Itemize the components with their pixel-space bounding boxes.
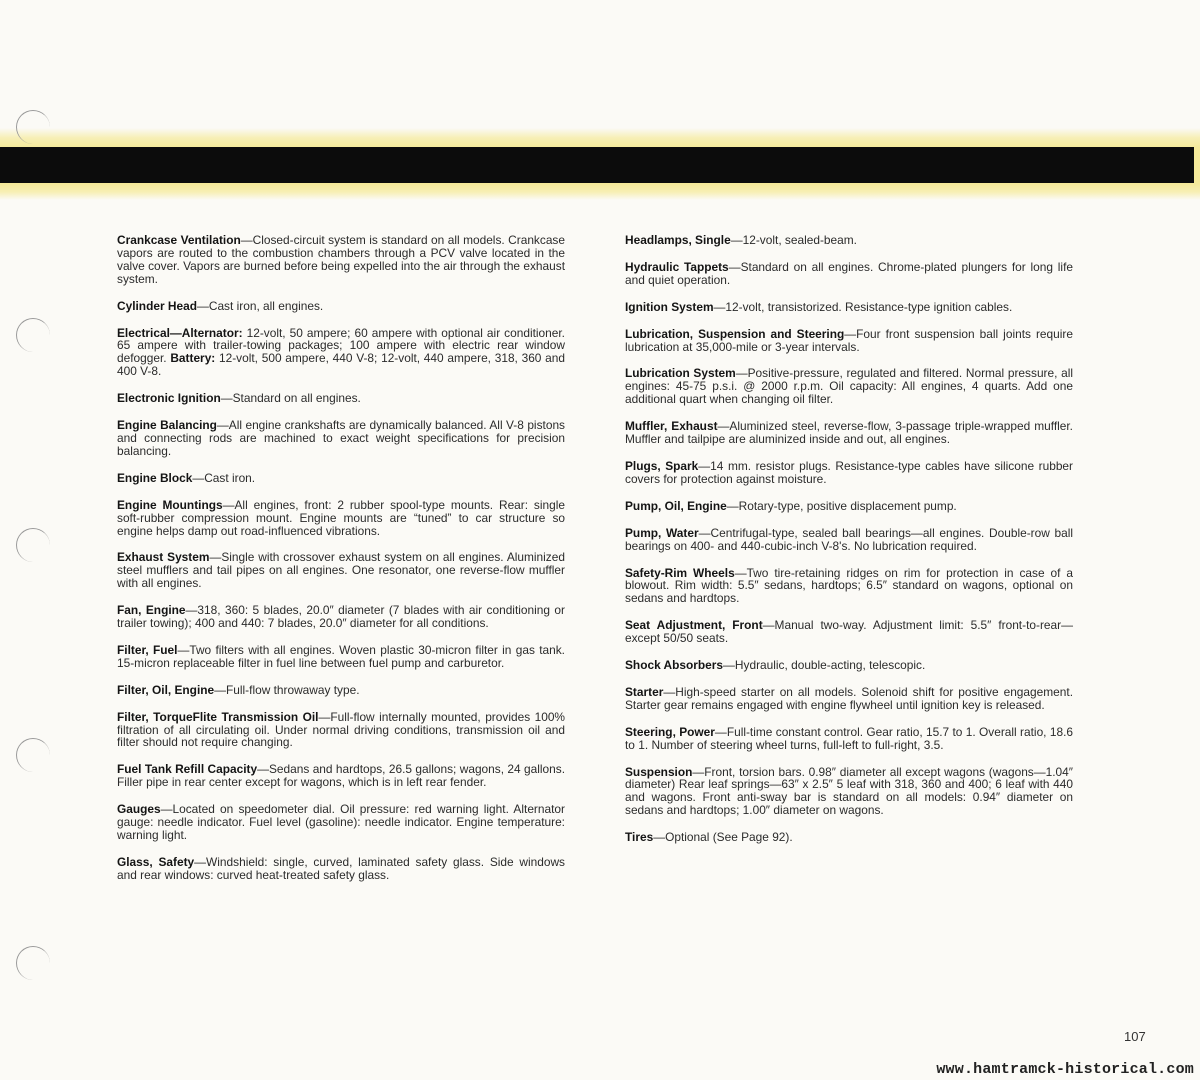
spec-entry bbox=[625, 420, 1073, 446]
spec-term: Steering, Power bbox=[625, 724, 715, 739]
spec-entry bbox=[117, 763, 565, 789]
spec-term: Electrical—Alternator: bbox=[117, 325, 243, 340]
binder-hole-mark bbox=[16, 738, 50, 772]
spec-term: Filter, TorqueFlite Transmission Oil bbox=[117, 709, 319, 724]
spec-term: Glass, Safety bbox=[117, 854, 195, 869]
spec-description: —Aluminized steel, reverse-flow, 3-passage triple-wrapped muffler. Muffler and tailpipe are aluminized inside and out, all engines. bbox=[625, 419, 1073, 447]
spec-entry bbox=[117, 856, 565, 882]
spec-description: —Windshield: single, curved, laminated safety glass. Side windows and rear windows: curved heat-treated safety glass. bbox=[117, 854, 565, 882]
left-spec-column bbox=[117, 234, 565, 896]
spec-description: —Standard on all engines. bbox=[220, 391, 361, 406]
spec-term: Hydraulic Tappets bbox=[625, 259, 729, 274]
spec-term: Safety-Rim Wheels bbox=[625, 565, 735, 580]
spec-description: —Full-flow throwaway type. bbox=[214, 682, 360, 697]
spec-description: —Located on speedometer dial. Oil pressure: red warning light. Alternator gauge: needle indicator. Fuel level (gasoline): needle indicator. Engine temperature: warning light. bbox=[117, 802, 565, 842]
spec-description: —14 mm. resistor plugs. Resistance-type cables have silicone rubber covers for protection against moisture. bbox=[625, 458, 1074, 486]
spec-term: Fan, Engine bbox=[117, 603, 186, 618]
spec-entry bbox=[625, 619, 1073, 645]
spec-description: —Full-time constant control. Gear ratio, 15.7 to 1. Overall ratio, 18.6 to 1. Number of steering wheel turns, full-left to full-right, 3.5. bbox=[625, 724, 1073, 752]
spec-term: Filter, Fuel bbox=[117, 642, 178, 657]
spec-entry bbox=[625, 367, 1073, 406]
spec-entry bbox=[625, 328, 1073, 354]
spec-entry bbox=[117, 644, 565, 670]
spec-entry bbox=[117, 499, 565, 538]
spec-entry bbox=[117, 711, 565, 750]
spec-term: Suspension bbox=[625, 764, 693, 779]
spec-term: Seat Adjustment, Front bbox=[625, 618, 763, 633]
spec-entry bbox=[625, 301, 1073, 314]
spec-entry bbox=[117, 300, 565, 313]
spec-entry bbox=[117, 419, 565, 458]
spec-description: —Two filters with all engines. Woven plastic 30-micron filter in gas tank. 15-micron replaceable filter in fuel line between fuel pump and carburetor. bbox=[117, 642, 565, 670]
spec-description: —Full-flow internally mounted, provides 100% filtration of all circulating oil. Under normal driving conditions, transmission oil and filter should not require changing. bbox=[117, 709, 566, 750]
spec-description: —All engine crankshafts are dynamically balanced. All V-8 pistons and connecting rods are machined to exact weight specifications for precision balancing. bbox=[117, 418, 565, 458]
spec-entry bbox=[117, 392, 565, 405]
spec-description: —Single with crossover exhaust system on all engines. Aluminized steel mufflers and tail pipes on all engines. One resonator, one reverse-flow muffler with all engines. bbox=[117, 550, 565, 591]
spec-description: —All engines, front: 2 rubber spool-type mounts. Rear: single soft-rubber compression mount. Engine mounts are “tuned” to car structure so engine helps damp out road-influenced vibrations. bbox=[117, 497, 565, 538]
spec-term: Cylinder Head bbox=[117, 298, 197, 313]
spec-term: Starter bbox=[625, 684, 664, 699]
spec-description: —Positive-pressure, regulated and filtered. Normal pressure, all engines: 45-75 p.s.i. @ 2000 r.p.m. Oil capacity: All engines, 4 quarts. Add one additional quart when changing oil filter. bbox=[625, 366, 1073, 407]
spec-term: Fuel Tank Refill Capacity bbox=[117, 762, 258, 777]
spec-description: —Standard on all engines. Chrome-plated plungers for long life and quiet operation. bbox=[625, 259, 1073, 287]
spec-entry bbox=[117, 327, 565, 379]
watermark: www.hamtramck-historical.com bbox=[936, 1061, 1194, 1078]
spec-term: Filter, Oil, Engine bbox=[117, 682, 215, 697]
spec-term: Exhaust System bbox=[117, 550, 210, 565]
spec-term: Crankcase Ventilation bbox=[117, 233, 241, 247]
binder-hole-mark bbox=[16, 946, 50, 980]
spec-description: —Front, torsion bars. 0.98″ diameter all except wagons (wagons—1.04″ diameter) Rear leaf springs—63″ x 2.5″ 5 leaf with 318, 360 and 400; 6 leaf with 440 and wagons. Front anti-sway bar is standard on all models: 0.94″ diameter on sedans and hardtops; 1.00″ diameter on wagons. bbox=[625, 764, 1073, 818]
spec-description: 12-volt, 50 ampere; 60 ampere with optional air conditioner. 65 ampere with trailer-towing packages; 100 ampere with electric rear window defogger. bbox=[117, 325, 565, 366]
spec-entry bbox=[117, 604, 565, 630]
spec-entry bbox=[625, 500, 1073, 513]
spec-entry bbox=[117, 803, 565, 842]
spec-term: Lubrication, Suspension and Steering bbox=[625, 326, 845, 341]
spec-description: —Optional (See Page 92). bbox=[653, 830, 793, 845]
page-number: 107 bbox=[1124, 1029, 1146, 1044]
spec-entry bbox=[117, 234, 565, 286]
spec-term: Tires bbox=[625, 830, 654, 845]
binder-hole-mark bbox=[16, 110, 50, 144]
spec-term: Electronic Ignition bbox=[117, 391, 221, 406]
spec-term: Battery: bbox=[170, 351, 216, 366]
spec-description: —Rotary-type, positive displacement pump. bbox=[726, 498, 957, 513]
spec-term: Engine Balancing bbox=[117, 418, 217, 433]
spec-term: Muffler, Exhaust bbox=[625, 419, 718, 434]
spec-description: —Sedans and hardtops, 26.5 gallons; wagons, 24 gallons. Filler pipe in rear center except for wagons, which is in left rear fender. bbox=[117, 762, 565, 790]
spec-description: —Hydraulic, double-acting, telescopic. bbox=[723, 658, 926, 673]
spec-entry bbox=[117, 684, 565, 697]
spec-description: —High-speed starter on all models. Solenoid shift for positive engagement. Starter gear remains engaged with engine flywheel until ignition key is released. bbox=[625, 684, 1073, 712]
spec-description: —Two tire-retaining ridges on rim for protection in case of a blowout. Rim width: 5.5″ sedans, hardtops; 6.5″ standard on wagons, optional on sedans and hardtops. bbox=[625, 565, 1074, 606]
spec-description: —Cast iron, all engines. bbox=[196, 298, 324, 313]
spec-term: Shock Absorbers bbox=[625, 658, 724, 673]
spec-term: Headlamps, Single bbox=[625, 233, 731, 247]
binder-hole-mark bbox=[16, 318, 50, 352]
spec-entry bbox=[625, 261, 1073, 287]
right-spec-column bbox=[625, 234, 1073, 858]
spec-entry bbox=[625, 766, 1073, 818]
spec-entry bbox=[625, 831, 1073, 844]
spec-term: Plugs, Spark bbox=[625, 458, 699, 473]
spec-entry bbox=[117, 551, 565, 590]
spec-description: —Cast iron. bbox=[192, 470, 256, 485]
spec-term: Engine Mountings bbox=[117, 497, 223, 512]
spec-term: Pump, Oil, Engine bbox=[625, 498, 727, 513]
header-black-bar bbox=[0, 147, 1194, 183]
spec-description: —Centrifugal-type, sealed ball bearings—all engines. Double-row ball bearings on 400- and 440-cubic-inch V-8's. No lubrication required. bbox=[625, 525, 1073, 553]
spec-entry bbox=[625, 659, 1073, 672]
spec-description: —Closed-circuit system is standard on all models. Crankcase vapors are routed to the combustion chambers through a PCV valve located in the valve cover. Vapors are burned before being expelled into the air through the exhaust system. bbox=[117, 233, 565, 286]
spec-entry bbox=[625, 527, 1073, 553]
spec-entry bbox=[625, 567, 1073, 606]
binder-hole-mark bbox=[16, 528, 50, 562]
spec-description: —Four front suspension ball joints require lubrication at 35,000-mile or 3-year intervals. bbox=[625, 326, 1073, 354]
spec-entry bbox=[625, 234, 1073, 247]
spec-entry bbox=[625, 460, 1073, 486]
spec-description: —12-volt, sealed-beam. bbox=[730, 233, 857, 247]
spec-description: —12-volt, transistorized. Resistance-type ignition cables. bbox=[713, 299, 1013, 314]
spec-entry bbox=[625, 726, 1073, 752]
spec-term: Engine Block bbox=[117, 470, 193, 485]
spec-entry bbox=[117, 472, 565, 485]
spec-term: Lubrication System bbox=[625, 366, 736, 381]
spec-description: —Manual two-way. Adjustment limit: 5.5″ front-to-rear—except 50/50 seats. bbox=[625, 618, 1073, 646]
spec-term: Gauges bbox=[117, 802, 161, 817]
spec-entry bbox=[625, 686, 1073, 712]
spec-description: 12-volt, 500 ampere, 440 V-8; 12-volt, 440 ampere, 318, 360 and 400 V-8. bbox=[117, 351, 565, 379]
spec-term: Ignition System bbox=[625, 299, 714, 314]
spec-term: Pump, Water bbox=[625, 525, 699, 540]
spec-description: —318, 360: 5 blades, 20.0″ diameter (7 blades with air conditioning or trailer towing); 400 and 440: 7 blades, 20.0″ diameter for all conditions. bbox=[117, 603, 565, 631]
